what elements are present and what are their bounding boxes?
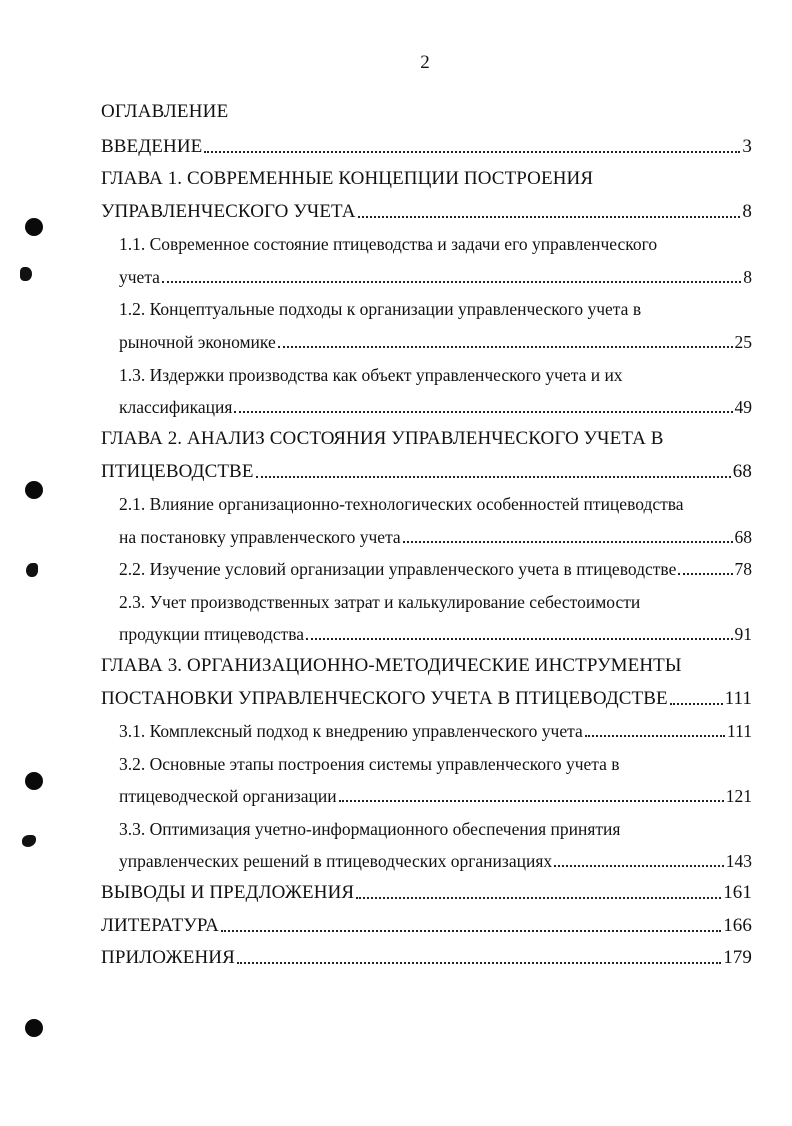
toc-entry-label: птицеводческой организации: [119, 786, 337, 806]
toc-entry-section-1-3[interactable]: [119, 394, 752, 420]
toc-page-number: 111: [727, 721, 752, 741]
toc-entry-section-2-3[interactable]: [119, 621, 752, 647]
punch-hole: [25, 772, 43, 790]
toc-entry-label: ПРИЛОЖЕНИЯ: [101, 947, 235, 968]
leader-dots: [358, 216, 741, 218]
toc-entry-label: продукции птицеводства: [119, 624, 305, 644]
toc-entry-label: ВЫВОДЫ И ПРЕДЛОЖЕНИЯ: [101, 882, 355, 903]
toc-page-number: 143: [725, 851, 752, 871]
leader-dots: [554, 865, 724, 867]
punch-hole: [25, 481, 43, 499]
toc-page-number: 91: [734, 624, 752, 644]
toc-entry-label: 3.1. Комплексный подход к внедрению управленческого учета: [119, 721, 583, 741]
leader-dots: [162, 281, 741, 283]
leader-dots: [306, 638, 732, 640]
punch-hole: [25, 1019, 43, 1037]
toc-page-number: 161: [723, 882, 752, 903]
page-number: 2: [420, 52, 430, 73]
toc-page-number: 8: [743, 267, 752, 287]
toc-entry-chapter-2[interactable]: [101, 459, 752, 485]
toc-page-number: 68: [734, 527, 752, 547]
toc-page-number: 121: [725, 786, 752, 806]
toc-chapter-3-line1: ГЛАВА 3. ОРГАНИЗАЦИОННО-МЕТОДИЧЕСКИЕ ИНСТРУМЕНТЫ: [101, 655, 682, 676]
toc-entry-section-1-1[interactable]: [119, 264, 752, 290]
toc-entry-label: рыночной экономике: [119, 332, 276, 352]
toc-entry-section-3-2[interactable]: [119, 783, 752, 809]
toc-entry-section-2-1[interactable]: [119, 524, 752, 550]
toc-page-number: 166: [723, 915, 752, 936]
toc-page-number: 8: [742, 201, 752, 222]
leader-dots: [339, 800, 724, 802]
toc-entry-label: ВВЕДЕНИЕ: [101, 136, 203, 157]
toc-section-1-2-line1: 1.2. Концептуальные подходы к организации управленческого учета в: [119, 299, 642, 319]
punch-hole: [25, 218, 43, 236]
toc-section-2-3-line1: 2.3. Учет производственных затрат и калькулирование себестоимости: [119, 592, 641, 612]
toc-entry-literature[interactable]: [101, 913, 752, 939]
toc-page-number: 49: [734, 397, 752, 417]
toc-entry-label: на постановку управленческого учета: [119, 527, 401, 547]
toc-entry-conclusions[interactable]: [101, 880, 752, 906]
toc-chapter-1-line1: ГЛАВА 1. СОВРЕМЕННЫЕ КОНЦЕПЦИИ ПОСТРОЕНИЯ: [101, 168, 594, 189]
scan-mark: [26, 563, 38, 577]
toc-section-3-2-line1: 3.2. Основные этапы построения системы управленческого учета в: [119, 754, 620, 774]
leader-dots: [237, 962, 721, 964]
toc-entry-label: УПРАВЛЕНЧЕСКОГО УЧЕТА: [101, 201, 356, 222]
toc-entry-label: классификация: [119, 397, 233, 417]
toc-entry-label: учета: [119, 267, 160, 287]
toc-page-number: 179: [723, 947, 752, 968]
scan-mark: [22, 835, 36, 847]
leader-dots: [585, 735, 725, 737]
toc-page-number: 68: [732, 461, 752, 482]
toc-section-1-3-line1: 1.3. Издержки производства как объект управленческого учета и их: [119, 365, 623, 385]
toc-entry-label: ПТИЦЕВОДСТВЕ: [101, 461, 254, 482]
leader-dots: [356, 897, 721, 899]
toc-section-3-3-line1: 3.3. Оптимизация учетно-информационного обеспечения принятия: [119, 819, 621, 839]
toc-entry-section-1-2[interactable]: [119, 329, 752, 355]
toc-section-1-1-line1: 1.1. Современное состояние птицеводства и задачи его управленческого: [119, 234, 658, 254]
leader-dots: [256, 476, 731, 478]
toc-entry-label: управленческих решений в птицеводческих организациях: [119, 851, 553, 871]
toc-entry-label: 2.2. Изучение условий организации управленческого учета в птицеводстве: [119, 559, 677, 579]
toc-entry-section-2-2[interactable]: [119, 556, 752, 582]
toc-chapter-2-line1: ГЛАВА 2. АНАЛИЗ СОСТОЯНИЯ УПРАВЛЕНЧЕСКОГО УЧЕТА В: [101, 428, 664, 449]
toc-page-number: 25: [734, 332, 752, 352]
leader-dots: [278, 346, 733, 348]
leader-dots: [678, 573, 732, 575]
toc-entry-chapter-3[interactable]: [101, 686, 752, 712]
toc-entry-chapter-1[interactable]: [101, 199, 752, 225]
scan-mark: [20, 267, 32, 281]
toc-page-number: 111: [724, 688, 752, 709]
leader-dots: [403, 541, 733, 543]
leader-dots: [234, 411, 732, 413]
toc-entry-label: ПОСТАНОВКИ УПРАВЛЕНЧЕСКОГО УЧЕТА В ПТИЦЕВОДСТВЕ: [101, 688, 668, 709]
leader-dots: [221, 930, 721, 932]
toc-entry-label: ЛИТЕРАТУРА: [101, 915, 219, 936]
toc-page-number: 78: [734, 559, 752, 579]
toc-page-number: 3: [742, 136, 752, 157]
toc-entry-appendices[interactable]: [101, 945, 752, 971]
toc-section-2-1-line1: 2.1. Влияние организационно-технологических особенностей птицеводства: [119, 494, 684, 514]
leader-dots: [204, 151, 740, 153]
toc-entry-section-3-1[interactable]: [119, 718, 752, 744]
toc-title: ОГЛАВЛЕНИЕ: [101, 101, 229, 122]
leader-dots: [670, 703, 723, 705]
toc-entry-section-3-3[interactable]: [119, 848, 752, 874]
toc-entry-introduction[interactable]: [101, 134, 752, 160]
